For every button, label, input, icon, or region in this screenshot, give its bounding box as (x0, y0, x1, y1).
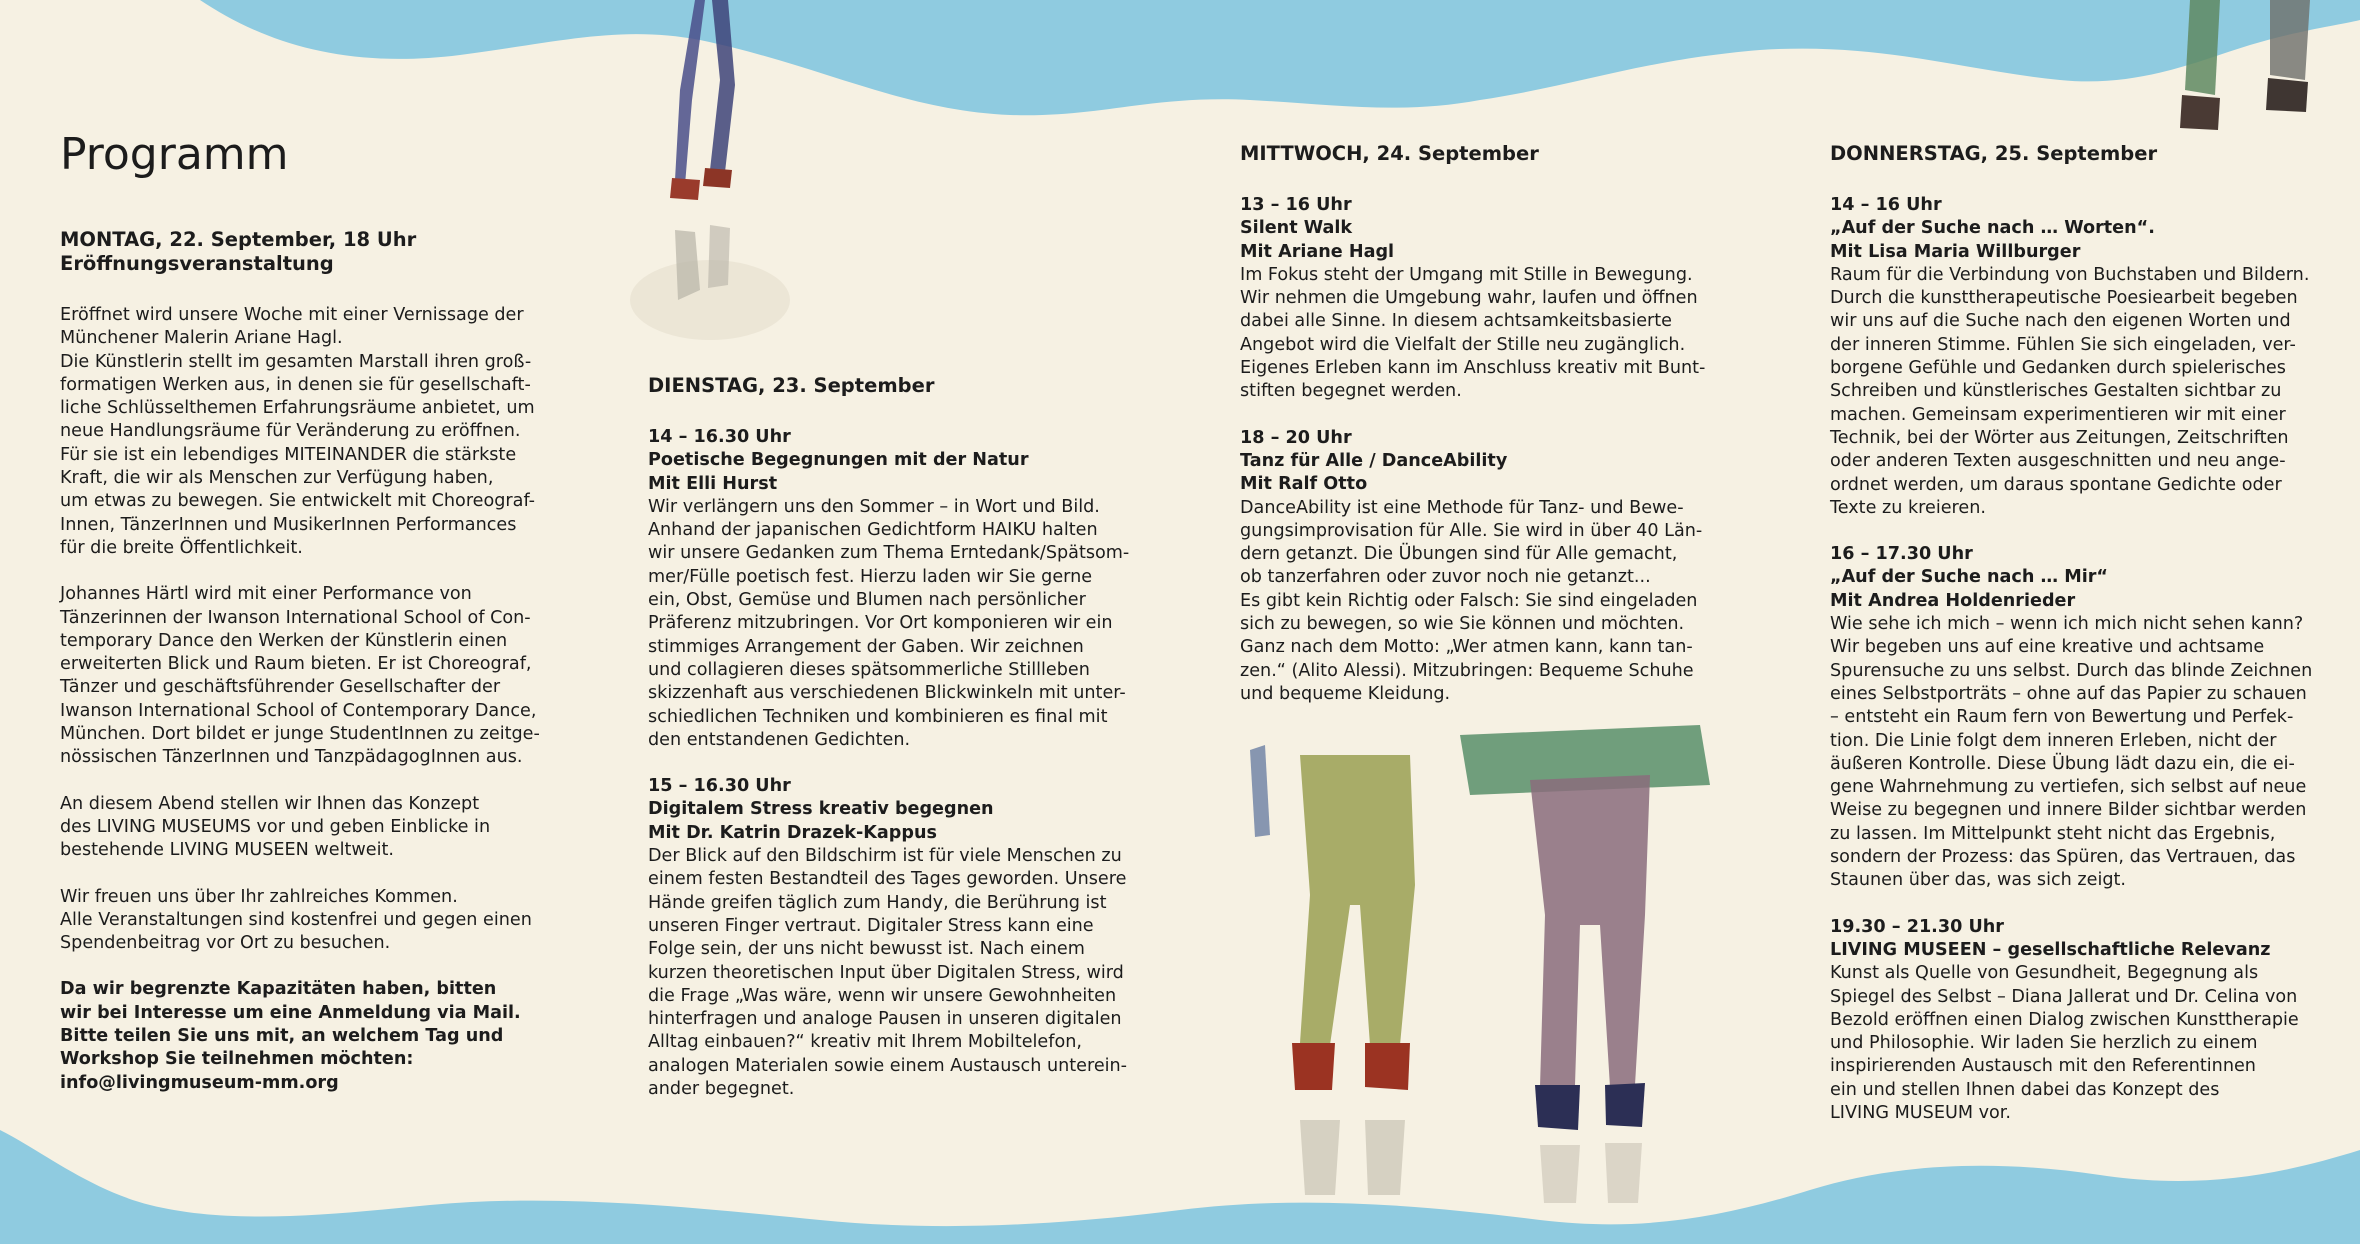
text-line: den entstandenen Gedichten. (648, 729, 911, 750)
column-thursday (1830, 142, 2350, 1125)
text-line: gene Wahrnehmung zu vertiefen, sich selbst auf neue (1830, 777, 2307, 798)
text-line: ordnet werden, um daraus spontane Gedichte oder (1830, 474, 2282, 495)
arm-shape (1250, 745, 1270, 837)
text-line: hinterfragen und analoge Pausen in unseren digitalen (648, 1009, 1122, 1030)
dancer-legs-illustration-corner (2160, 0, 2360, 160)
text-line: Münchener Malerin Ariane Hagl. (60, 328, 343, 349)
shoe-shape (1605, 1083, 1645, 1127)
text-line: Alltag einbauen?“ kreativ mit Ihrem Mobiltelefon, (648, 1032, 1082, 1053)
event-time: 14 – 16 Uhr (1830, 195, 1942, 215)
text-line: sondern der Prozess: das Spüren, das Vertrauen, das (1830, 847, 2296, 868)
registration-note-line: wir bei Interesse um eine Anmeldung via Mail. (60, 1002, 521, 1023)
text-line: des LIVING MUSEUMS vor und geben Einblicke in (60, 816, 491, 837)
text-line: stiften begegnet werden. (1240, 381, 1462, 402)
event-title: Digitalem Stress kreativ begegnen (648, 799, 994, 820)
text-line: Angebot wird die Vielfalt der Stille neu zugänglich. (1240, 334, 1686, 355)
event-title: „Auf der Suche nach … Mir“ (1830, 567, 2108, 588)
event-title: Silent Walk (1240, 218, 1353, 239)
event-host: Mit Ralf Otto (1240, 474, 1368, 495)
text-line: Folge sein, der uns nicht bewusst ist. Nach einem (648, 939, 1085, 960)
event-time: 14 – 16.30 Uhr (648, 427, 791, 447)
shoe-shape (1292, 1043, 1335, 1090)
bottom-wave (0, 1130, 2360, 1244)
text-line: Texte zu kreieren. (1830, 497, 1986, 518)
day-heading: MITTWOCH, 24. September (1240, 142, 1539, 165)
text-line: tion. Die Linie folgt dem inneren Erleben, nicht der (1830, 730, 2277, 751)
shoe-shape (2180, 95, 2220, 130)
event-time: 13 – 16 Uhr (1240, 195, 1352, 215)
text-line: neue Handlungsräume für Veränderung zu eröffnen. (60, 421, 521, 442)
text-line: Die Künstlerin stellt im gesamten Marstall ihren groß- (60, 351, 532, 372)
text-line: Technik, bei der Wörter aus Zeitungen, Zeitschriften (1830, 427, 2289, 448)
text-line: oder anderen Texten ausgeschnitten und neu ange- (1830, 451, 2286, 472)
text-line: Raum für die Verbindung von Buchstaben und Bildern. (1830, 264, 2310, 285)
event-title: Eröffnungsveranstaltung (60, 252, 334, 275)
event-time: 19.30 – 21.30 Uhr (1830, 916, 2004, 937)
registration-note-line: Workshop Sie teilnehmen möchten: (60, 1049, 414, 1070)
text-line: unseren Finger vertraut. Digitaler Stress kann eine (648, 915, 1094, 936)
event-title: „Auf der Suche nach … Worten“. (1830, 218, 2155, 239)
leg-shape (2185, 0, 2220, 95)
event-host: Mit Andrea Holdenrieder (1830, 590, 2076, 611)
text-line: Kunst als Quelle von Gesundheit, Begegnung als (1830, 963, 2259, 984)
event-host: Mit Ariane Hagl (1240, 241, 1395, 262)
text-line: schiedlichen Techniken und kombinieren es final mit (648, 706, 1108, 727)
text-line: ein und stellen Ihnen dabei das Konzept des (1830, 1079, 2220, 1100)
text-line: erweiterten Blick und Raum bieten. Er ist Choreograf, (60, 654, 532, 675)
text-line: inspirierenden Austausch mit den Referentinnen (1830, 1056, 2256, 1077)
text-line: gungsimprovisation für Alle. Sie wird in über 40 Län- (1240, 520, 1703, 541)
reflection-shape (1605, 1143, 1642, 1203)
reflection-shape (675, 230, 700, 300)
text-line: DanceAbility ist eine Methode für Tanz- und Bewe- (1240, 497, 1684, 518)
reflection-shape (1365, 1120, 1405, 1195)
text-line: dabei alle Sinne. In diesem achtsamkeitsbasierte (1240, 311, 1673, 332)
text-line: Der Blick auf den Bildschirm ist für viele Menschen zu (648, 846, 1122, 867)
text-line: bestehende LIVING MUSEEN weltweit. (60, 840, 394, 861)
event-host: Mit Lisa Maria Willburger (1830, 241, 2081, 262)
text-line: Präferenz mitzubringen. Vor Ort komponieren wir ein (648, 613, 1113, 634)
event-title: LIVING MUSEEN – gesellschaftliche Relevanz (1830, 939, 2271, 960)
text-line: nössischen TänzerInnen und TanzpädagogInnen aus. (60, 747, 523, 768)
text-line: wir uns auf die Suche nach den eigenen Worten und (1830, 311, 2291, 332)
dancers-legs-illustration-bottom (1240, 725, 1720, 1205)
text-line: ob tanzerfahren oder zuvor noch nie getanzt... (1240, 567, 1651, 588)
dancer-legs-illustration-top (600, 0, 820, 340)
text-line: Kraft, die wir als Menschen zur Verfügung haben, (60, 468, 494, 489)
text-line: LIVING MUSEUM vor. (1830, 1102, 2011, 1123)
shoe-shape (703, 168, 732, 188)
registration-note-line: Da wir begrenzte Kapazitäten haben, bitten (60, 979, 497, 1000)
text-line: Spurensuche zu uns selbst. Durch das blinde Zeichnen (1830, 660, 2313, 681)
reflection-shape (1540, 1145, 1580, 1203)
text-line: Johannes Härtl wird mit einer Performance von (60, 584, 472, 605)
text-line: ein, Obst, Gemüse und Blumen nach persönlicher (648, 590, 1086, 611)
text-line: liche Schlüsselthemen Erfahrungsräume anbietet, um (60, 398, 535, 419)
day-heading: DIENSTAG, 23. September (648, 374, 935, 397)
text-line: Staunen über das, was sich zeigt. (1830, 870, 2126, 891)
text-line: und Philosophie. Wir laden Sie herzlich zu einem (1830, 1033, 2258, 1054)
text-line: Eröffnet wird unsere Woche mit einer Vernissage der (60, 305, 524, 325)
text-line: Wir verlängern uns den Sommer – in Wort und Bild. (648, 496, 1100, 517)
registration-note-line: Bitte teilen Sie uns mit, an welchem Tag und (60, 1026, 504, 1047)
shoe-shape (1365, 1043, 1410, 1090)
top-wave (200, 0, 2360, 115)
leg-shape (1530, 775, 1650, 1087)
text-line: Alle Veranstaltungen sind kostenfrei und gegen einen (60, 909, 532, 930)
text-line: sich zu bewegen, so wie Sie können und möchten. (1240, 614, 1685, 635)
event-host: Mit Elli Hurst (648, 473, 778, 494)
text-line: Für sie ist ein lebendiges MITEINANDER die stärkste (60, 444, 517, 465)
text-line: temporary Dance den Werken der Künstlerin einen (60, 630, 508, 651)
text-line: Schreiben und künstlerisches Gestalten sichtbar zu (1830, 381, 2282, 402)
text-line: mer/Fülle poetisch fest. Hierzu laden wir Sie gerne (648, 566, 1093, 587)
text-line: äußeren Kontrolle. Diese Übung lädt dazu ein, die ei- (1830, 753, 2295, 774)
text-line: Anhand der japanischen Gedichtform HAIKU halten (648, 520, 1098, 541)
text-line: München. Dort bildet er junge StudentInnen zu zeitge- (60, 724, 540, 745)
text-line: Tänzerinnen der Iwanson International School of Con- (60, 607, 531, 628)
text-line: stimmiges Arrangement der Gaben. Wir zeichnen (648, 636, 1084, 657)
text-line: zu lassen. Im Mittelpunkt steht nicht das Ergebnis, (1830, 823, 2276, 844)
text-line: Durch die kunsttherapeutische Poesiearbeit begeben (1830, 288, 2298, 309)
text-line: und bequeme Kleidung. (1240, 683, 1451, 704)
column-tuesday (648, 374, 1168, 1101)
event-time: 18 – 20 Uhr (1240, 427, 1352, 448)
reflection-shape (708, 225, 730, 288)
text-line: formatigen Werken aus, in denen sie für gesellschaft- (60, 374, 531, 395)
text-line: und collagieren dieses spätsommerliche Stillleben (648, 659, 1090, 680)
shoe-shape (1535, 1085, 1580, 1130)
text-line: Innen, TänzerInnen und MusikerInnen Performances (60, 514, 517, 535)
text-line: Es gibt kein Richtig oder Falsch: Sie sind eingeladen (1240, 590, 1698, 611)
text-line: Ganz nach dem Motto: „Wer atmen kann, kann tan- (1240, 637, 1693, 658)
event-title: Tanz für Alle / DanceAbility (1240, 450, 1508, 471)
event-title: Poetische Begegnungen mit der Natur (648, 450, 1029, 471)
contact-email[interactable]: info@livingmuseum-mm.org (60, 1072, 339, 1093)
text-line: zen.“ (Alito Alessi). Mitzubringen: Bequeme Schuhe (1240, 660, 1694, 681)
text-line: einem festen Bestandteil des Tages geworden. Unsere (648, 869, 1127, 890)
shoe-shape (670, 178, 700, 200)
text-line: kurzen theoretischen Input über Digitalen Stress, wird (648, 962, 1124, 983)
shoe-shape (2266, 78, 2308, 112)
text-line: für die breite Öffentlichkeit. (60, 537, 303, 558)
text-line: machen. Gemeinsam experimentieren wir mit einer (1830, 404, 2286, 425)
text-line: Iwanson International School of Contemporary Dance, (60, 700, 537, 721)
text-line: An diesem Abend stellen wir Ihnen das Konzept (60, 793, 480, 814)
text-line: Weise zu begegnen und innere Bilder sichtbar werden (1830, 800, 2307, 821)
text-line: Im Fokus steht der Umgang mit Stille in Bewegung. (1240, 264, 1693, 285)
text-line: Wir begeben uns auf eine kreative und achtsame (1830, 637, 2265, 658)
text-line: skizzenhaft aus verschiedenen Blickwinkeln mit unter- (648, 683, 1126, 704)
event-time: 15 – 16.30 Uhr (648, 776, 791, 797)
text-line: Wir freuen uns über Ihr zahlreiches Kommen. (60, 886, 458, 907)
column-wednesday (1240, 142, 1760, 706)
column-monday (60, 130, 580, 1095)
leg-shape (2270, 0, 2310, 80)
text-line: um etwas zu bewegen. Sie entwickelt mit Choreograf- (60, 491, 536, 512)
text-line: wir unsere Gedanken zum Thema Erntedank/Spätsom- (648, 543, 1130, 564)
event-host: Mit Dr. Katrin Drazek-Kappus (648, 822, 937, 843)
text-line: der inneren Stimme. Fühlen Sie sich eingeladen, ver- (1830, 334, 2296, 355)
reflection-shape (1300, 1120, 1340, 1195)
day-heading: MONTAG, 22. September, 18 Uhr (60, 228, 417, 251)
text-line: borgene Gefühle und Gedanken durch spielerisches (1830, 358, 2286, 379)
leg-shape (1300, 755, 1415, 1045)
text-line: Hände greifen täglich zum Handy, die Berührung ist (648, 892, 1107, 913)
text-line: Eigenes Erleben kann im Anschluss kreativ mit Bunt- (1240, 358, 1706, 379)
day-heading: DONNERSTAG, 25. September (1830, 142, 2158, 165)
event-time: 16 – 17.30 Uhr (1830, 544, 1973, 565)
leg-shape (675, 0, 705, 185)
text-line: Spiegel des Selbst – Diana Jallerat und Dr. Celina von (1830, 986, 2298, 1007)
leg-shape (710, 0, 735, 172)
text-line: Bezold eröffnen einen Dialog zwischen Kunsttherapie (1830, 1009, 2299, 1030)
text-line: dern getanzt. Die Übungen sind für Alle gemacht, (1240, 544, 1678, 565)
text-line: Wir nehmen die Umgebung wahr, laufen und öffnen (1240, 288, 1698, 309)
text-line: Tänzer und geschäftsführender Gesellschafter der (60, 677, 501, 698)
text-line: eines Selbstporträts – ohne auf das Papier zu schauen (1830, 683, 2307, 704)
text-line: die Frage „Was wäre, wenn wir unsere Gewohnheiten (648, 985, 1117, 1006)
text-line: – entsteht ein Raum fern von Bewertung und Perfek- (1830, 707, 2294, 728)
page-title: Programm (60, 129, 289, 180)
text-line: analogen Materialen sowie einem Austausch unterein- (648, 1055, 1128, 1076)
text-line: Spendenbeitrag vor Ort zu besuchen. (60, 933, 391, 954)
text-line: Wie sehe ich mich – wenn ich mich nicht sehen kann? (1830, 614, 2304, 635)
text-line: ander begegnet. (648, 1079, 795, 1100)
